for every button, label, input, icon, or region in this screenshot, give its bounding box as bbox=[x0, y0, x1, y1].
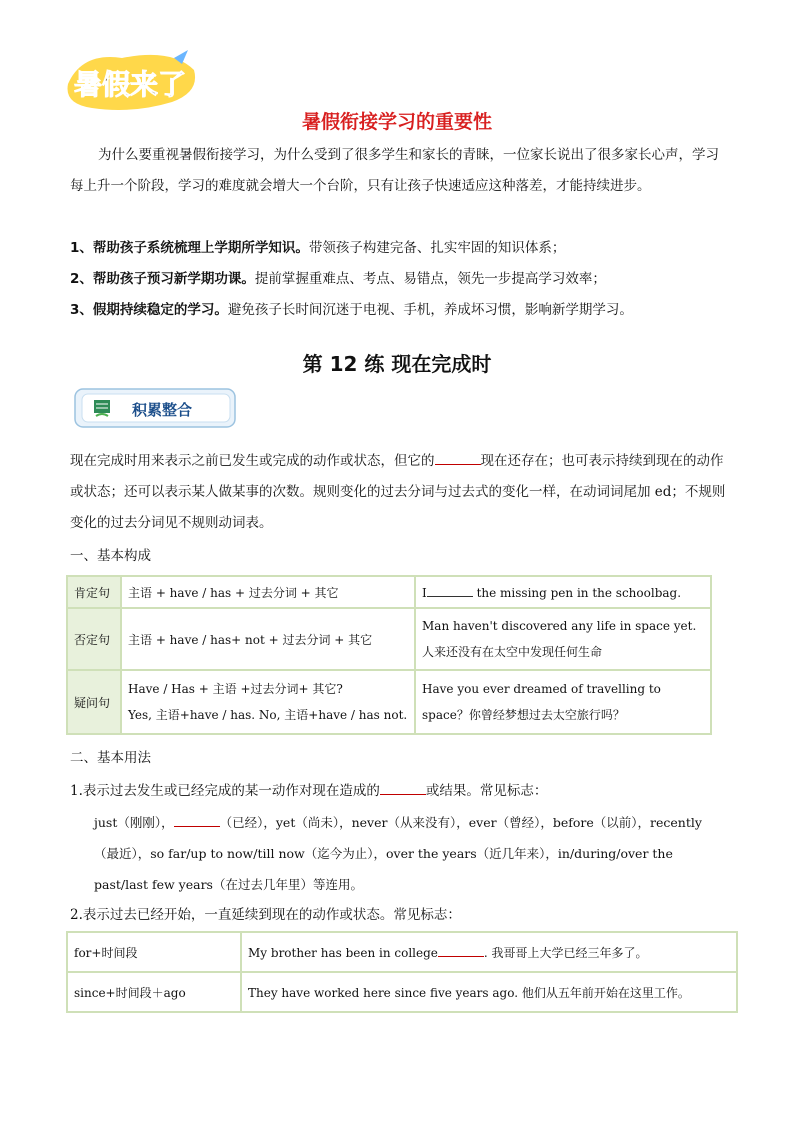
row-example: Have you ever dreamed of travelling to space？你曾经梦想过去太空旅行吗？ bbox=[415, 670, 711, 734]
example-blank[interactable] bbox=[427, 584, 473, 597]
point-1-text: 带领孩子构建完备、扎实牢固的知识体系； bbox=[308, 240, 566, 256]
point-1 bbox=[70, 233, 726, 264]
point-1-heading: 1、帮助孩子系统梳理上学期所学知识。 bbox=[70, 240, 309, 256]
row-example: My brother has been in college . 我哥哥上大学已经三年多了。 bbox=[241, 932, 737, 972]
definition-paragraph bbox=[70, 446, 730, 539]
usage-1-blank[interactable] bbox=[380, 782, 426, 795]
section-basic-structure: 一、基本构成 bbox=[70, 548, 151, 564]
table-row bbox=[67, 576, 711, 608]
point-2 bbox=[70, 264, 726, 295]
duration-blank[interactable] bbox=[438, 944, 484, 957]
row-label: 疑问句 bbox=[67, 670, 121, 734]
point-3 bbox=[70, 295, 726, 326]
row-label: since+时间段＋ago bbox=[67, 972, 241, 1012]
intro-paragraph: 为什么要重视暑假衔接学习，为什么受到了很多学生和家长的青睐，一位家长说出了很多家长心声，学习每上升一个阶段，学习的难度就会增大一个台阶，只有让孩子快速适应这种落差，才能持续进步。 bbox=[70, 147, 719, 194]
logo-text: 暑假来了 bbox=[74, 68, 187, 101]
row-label: 肯定句 bbox=[67, 576, 121, 608]
point-3-text: 避免孩子长时间沉迷于电视、手机，养成坏习惯，影响新学期学习。 bbox=[227, 302, 633, 318]
summer-logo bbox=[62, 44, 202, 114]
markers-blank[interactable] bbox=[174, 814, 220, 827]
section-basic-usage: 二、基本用法 bbox=[70, 750, 151, 766]
page-title: 暑假衔接学习的重要性 bbox=[301, 111, 492, 133]
table-row bbox=[67, 932, 737, 972]
lesson-title: 第 12 练 现在完成时 bbox=[302, 352, 492, 376]
row-example: I the missing pen in the schoolbag. bbox=[415, 576, 711, 608]
row-example: Man haven't discovered any life in space yet. 人来还没有在太空中发现任何生命 bbox=[415, 608, 711, 670]
duration-table bbox=[66, 931, 738, 1013]
definition-part-a: 现在完成时用来表示之前已发生或完成的动作或状态，但它的 bbox=[70, 453, 435, 469]
row-form: Have / Has + 主语 +过去分词+ 其它? Yes, 主语+have / has. No, 主语+have / has not. bbox=[121, 670, 415, 734]
table-row bbox=[67, 608, 711, 670]
usage-1: 1.表示过去发生或已经完成的某一动作对现在造成的 或结果。常见标志： bbox=[70, 783, 548, 799]
usage-1-markers: just（刚刚）， （已经），yet（尚未），never（从来没有），ever（曾经），before（以前），recently（最近），so far/up to now/till now（迄今为止），over the years（近几年来），in/during/over the past/last few years（在过去几年里）等连用。 bbox=[94, 815, 702, 892]
row-form: 主语 + have / has + 过去分词 + 其它 bbox=[121, 576, 415, 608]
row-label: for+时间段 bbox=[67, 932, 241, 972]
point-3-heading: 3、假期持续稳定的学习。 bbox=[70, 302, 228, 318]
badge-label: 积累整合 bbox=[132, 401, 193, 419]
table-row bbox=[67, 972, 737, 1012]
usage-2: 2.表示过去已经开始，一直延续到现在的动作或状态。常见标志： bbox=[70, 907, 461, 923]
table-row bbox=[67, 670, 711, 734]
structure-table bbox=[66, 575, 712, 735]
row-form: 主语 + have / has+ not + 过去分词 + 其它 bbox=[121, 608, 415, 670]
row-example: They have worked here since five years ago. 他们从五年前开始在这里工作。 bbox=[241, 972, 737, 1012]
definition-blank[interactable] bbox=[435, 452, 481, 465]
definition-part-b: 现在还存在；也可表示持续到现在的动作或状态；还可以表示某人做某事的次数。规则变化的过去分词与过去式的变化一样，在动词词尾加 ed；不规则变化的过去分词见不规则动词表。 bbox=[70, 453, 726, 531]
row-label: 否定句 bbox=[67, 608, 121, 670]
point-2-text: 提前掌握重难点、考点、易错点，领先一步提高学习效率； bbox=[254, 271, 606, 287]
point-2-heading: 2、帮助孩子预习新学期功课。 bbox=[70, 271, 255, 287]
section-badge bbox=[74, 388, 240, 430]
